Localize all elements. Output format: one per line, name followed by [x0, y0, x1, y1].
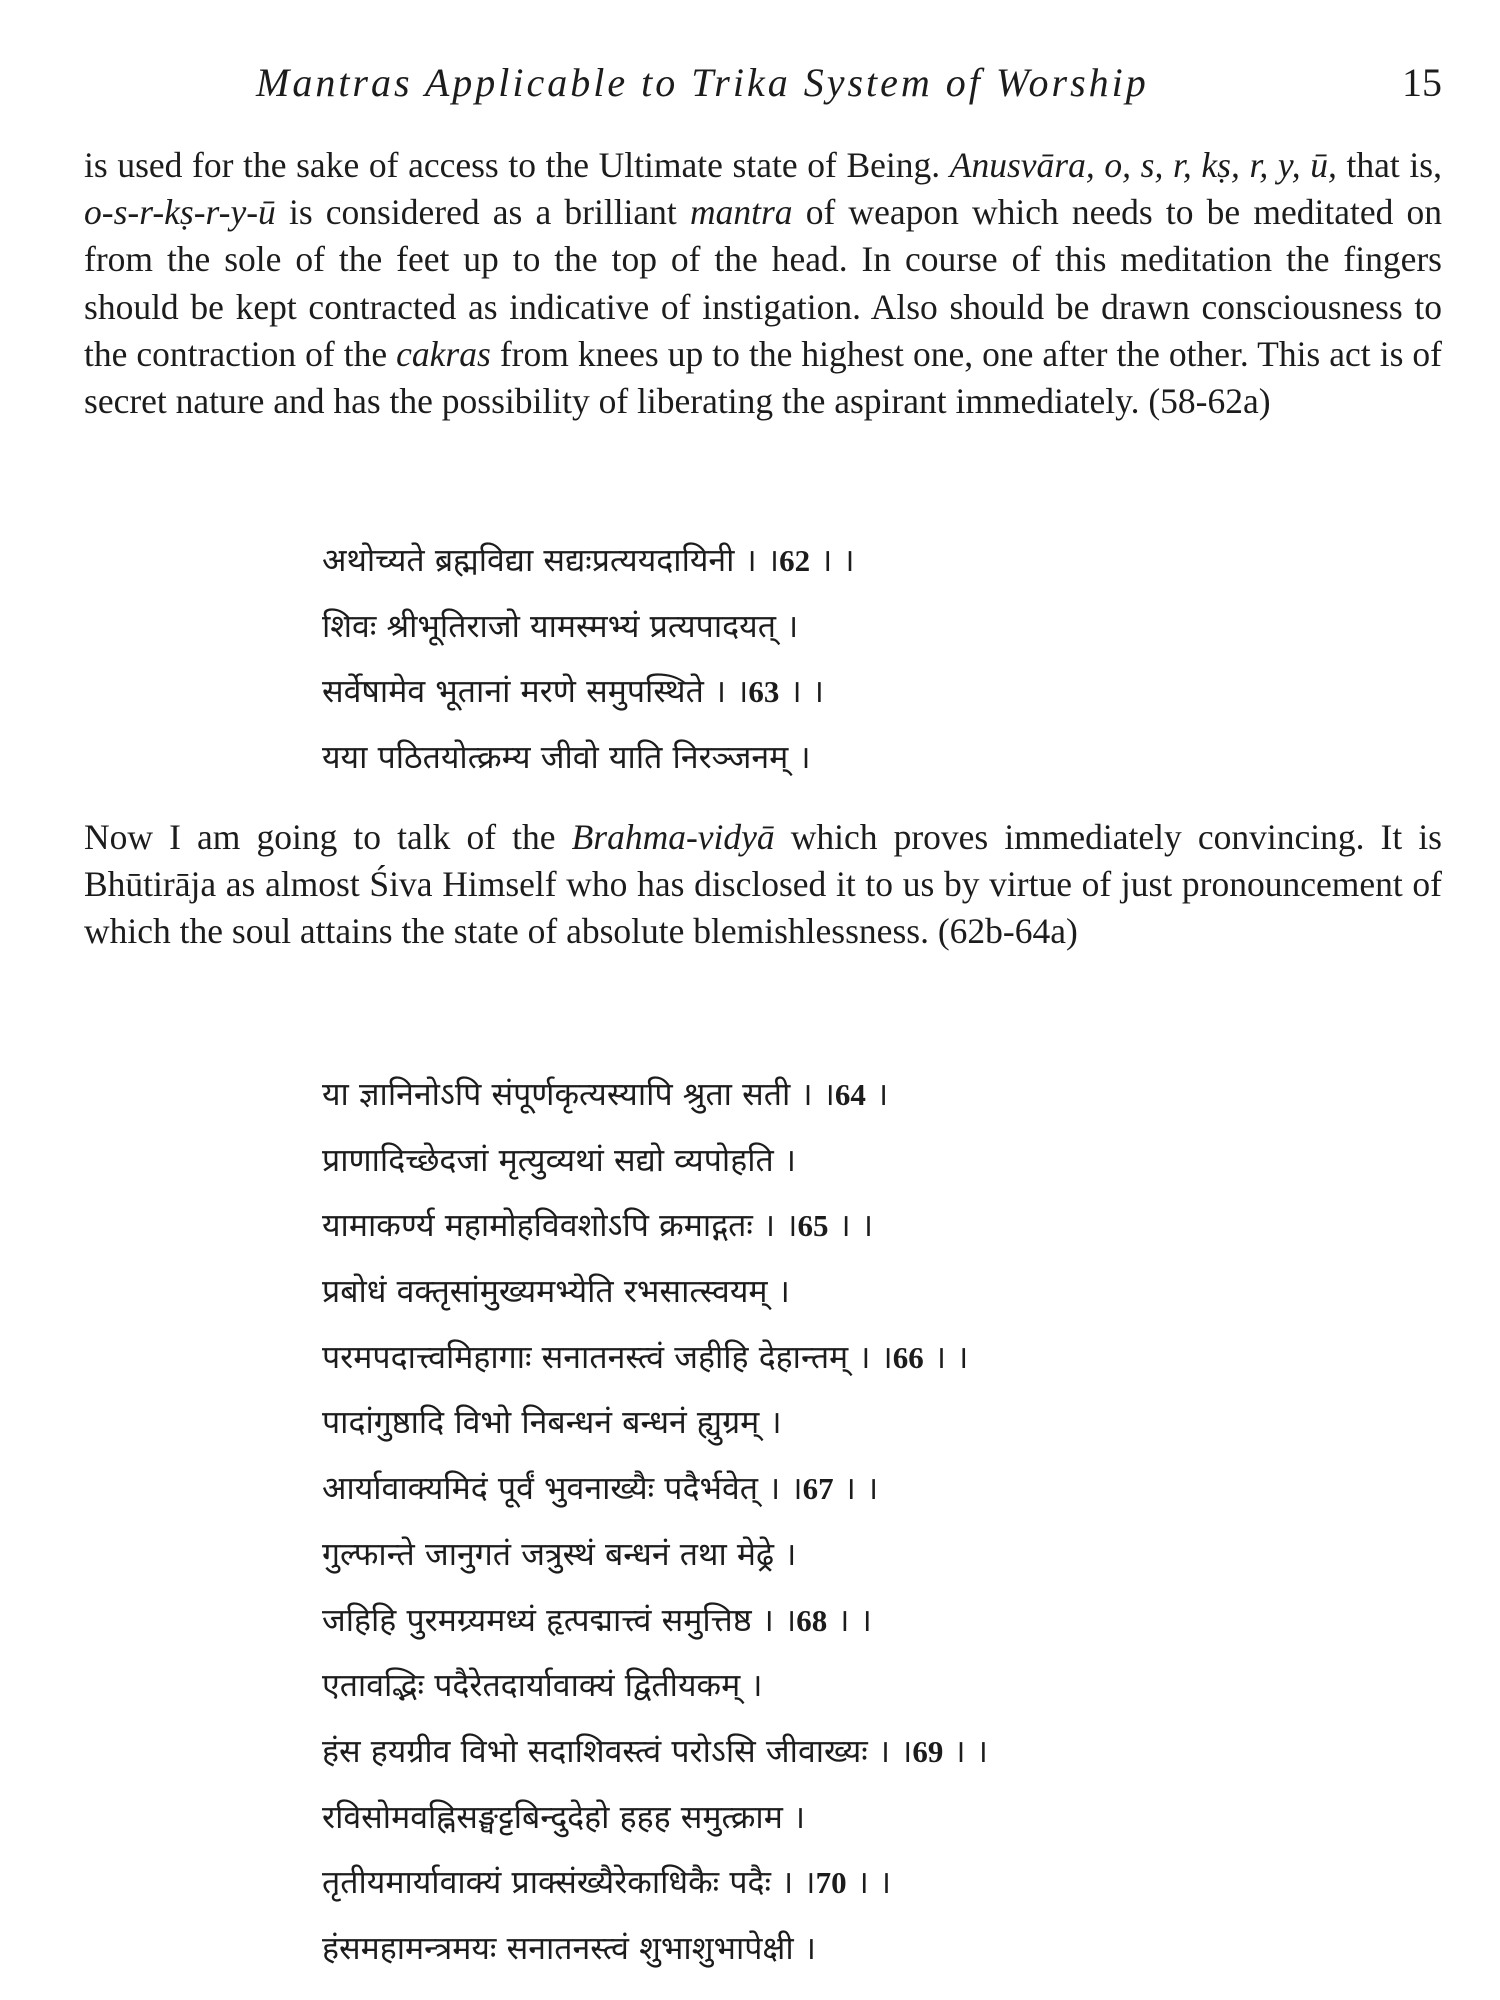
verse-text: हंस हयग्रीव विभो सदाशिवस्त्वं परोऽसि जीवाख्यः । । — [322, 1731, 913, 1770]
verse-text: तृतीयमार्यावाक्यं प्राक्संख्यैरेकाधिकैः पदैः । । — [322, 1863, 816, 1902]
verse-danda: । । — [827, 1600, 872, 1639]
paragraph-text: that is, — [1336, 145, 1442, 185]
sanskrit-verse-block-1 — [322, 528, 855, 790]
verse-line — [322, 1390, 988, 1456]
verse-line — [322, 1456, 988, 1522]
verse-text: पादांगुष्ठादि विभो निबन्धनं बन्धनं ह्युग्रम् । — [322, 1403, 782, 1442]
verse-line — [322, 1128, 988, 1194]
verse-text: यया पठितयोत्क्रम्य जीवो याति निरञ्जनम् । — [322, 737, 811, 776]
verse-line — [322, 1719, 988, 1785]
verse-number: 64 — [834, 1077, 866, 1112]
paragraph-translation-2 — [84, 814, 1442, 956]
verse-number: 67 — [802, 1471, 834, 1507]
verse-danda: । । — [810, 541, 855, 579]
verse-number: 68 — [796, 1602, 828, 1638]
verse-line — [322, 1785, 988, 1851]
paragraph-text: Now I am going to talk of the — [84, 817, 572, 857]
paragraph-translation-1 — [84, 142, 1442, 425]
verse-line — [322, 1850, 988, 1916]
paragraph-italic: o-s-r-kṣ-r-y-ū — [84, 192, 276, 233]
verse-line — [322, 725, 855, 791]
verse-danda: । । — [828, 1206, 874, 1245]
verse-number: 65 — [797, 1208, 829, 1244]
verse-line — [322, 659, 855, 725]
verse-line — [322, 528, 855, 594]
verse-text: रविसोमवह्निसङ्घट्टबिन्दुदेहो हहह समुत्क्राम । — [322, 1797, 806, 1836]
page-header — [84, 58, 1442, 108]
verse-number: 70 — [815, 1865, 847, 1901]
running-title: Mantras Applicable to Trika System of Worship — [256, 60, 1149, 105]
verse-text: या ज्ञानिनोऽपि संपूर्णकृत्यस्यापि श्रुता सती । । — [322, 1075, 835, 1113]
verse-text: प्राणादिच्छेदजां मृत्युव्यथां सद्यो व्यपोहति । — [322, 1140, 797, 1179]
verse-text: प्रबोधं वक्तृसांमुख्यमभ्येति रभसात्स्वयम् । — [322, 1272, 790, 1311]
paragraph-text: which proves immediately convincing. It is Bhūtirāja as almost Śiva Himself who has disclosed it to us by virtue of just pronouncement of which the soul attains the state of absolute blemishlessness. (62b-64a) — [84, 817, 1442, 952]
verse-text: एतावद्भिः पदैरेतदार्यावाक्यं द्वितीयकम् । — [322, 1666, 763, 1705]
page-number: 15 — [1402, 60, 1442, 105]
verse-line — [322, 1653, 988, 1719]
verse-line — [322, 1193, 988, 1259]
paragraph-text: is considered as a brilliant — [275, 192, 690, 233]
verse-danda: । । — [943, 1731, 988, 1770]
verse-danda: । । — [833, 1469, 879, 1508]
verse-text: परमपदात्त्वमिहागाः सनातनस्त्वं जहीहि देहान्तम् । । — [322, 1337, 893, 1376]
verse-text: यामाकर्ण्य महामोहविवशोऽपि क्रमाद्गतः । । — [322, 1206, 798, 1245]
paragraph-italic: mantra — [689, 192, 793, 233]
verse-text: शिवः श्रीभूतिराजो यामस्मभ्यं प्रत्यपादयत् । — [322, 606, 799, 645]
verse-line — [322, 1259, 988, 1325]
verse-danda: । । — [923, 1337, 969, 1376]
verse-number: 69 — [912, 1733, 944, 1769]
verse-text: हंसमहामन्त्रमयः सनातनस्त्वं शुभाशुभापेक्षी । — [322, 1928, 816, 1967]
verse-danda: । — [865, 1075, 889, 1113]
verse-line — [322, 1916, 988, 1982]
verse-line — [322, 1522, 988, 1588]
verse-text: अथोच्यते ब्रह्मविद्या सद्यःप्रत्ययदायिनी । । — [322, 541, 780, 579]
verse-text: सर्वेषामेव भूतानां मरणे समुपस्थिते । । — [322, 672, 749, 710]
verse-danda: । । — [846, 1863, 892, 1902]
verse-text: गुल्फान्ते जानुगतं जत्रुस्थं बन्धनं तथा मेढ्रे । — [322, 1534, 797, 1573]
paragraph-italic: Anusvāra, o, s, r, kṣ, r, y, ū, — [949, 145, 1337, 185]
verse-number: 66 — [892, 1339, 924, 1375]
paragraph-text: is used for the sake of access to the Ultimate state of Being. — [84, 145, 950, 185]
verse-text: जहिहि पुरमग्र्यमध्यं हृत्पद्मात्त्वं समुत्तिष्ठ । । — [322, 1600, 797, 1639]
sanskrit-verse-block-2 — [322, 1062, 988, 1982]
verse-line — [322, 594, 855, 660]
verse-number: 63 — [748, 674, 780, 709]
verse-number: 62 — [779, 543, 811, 578]
paragraph-text: of weapon which needs to be meditated on from the sole of the feet up to the top of the head. In course of this meditation the fingers should be kept contracted as indicative of instigation. Also should be drawn consciousness to the contraction of the — [84, 192, 1442, 374]
verse-danda: । । — [779, 672, 825, 710]
paragraph-italic: Brahma-vidyā — [571, 817, 775, 857]
paragraph-italic: cakras — [396, 333, 491, 374]
verse-line — [322, 1062, 988, 1128]
verse-line — [322, 1325, 988, 1391]
paragraph-text: from knees up to the highest one, one after the other. This act is of secret nature and has the possibility of liberating the aspirant immediately. (58-62a) — [84, 333, 1442, 422]
verse-text: आर्यावाक्यमिदं पूर्वं भुवनाख्यैः पदैर्भवेत् । । — [322, 1469, 803, 1508]
verse-line — [322, 1588, 988, 1654]
